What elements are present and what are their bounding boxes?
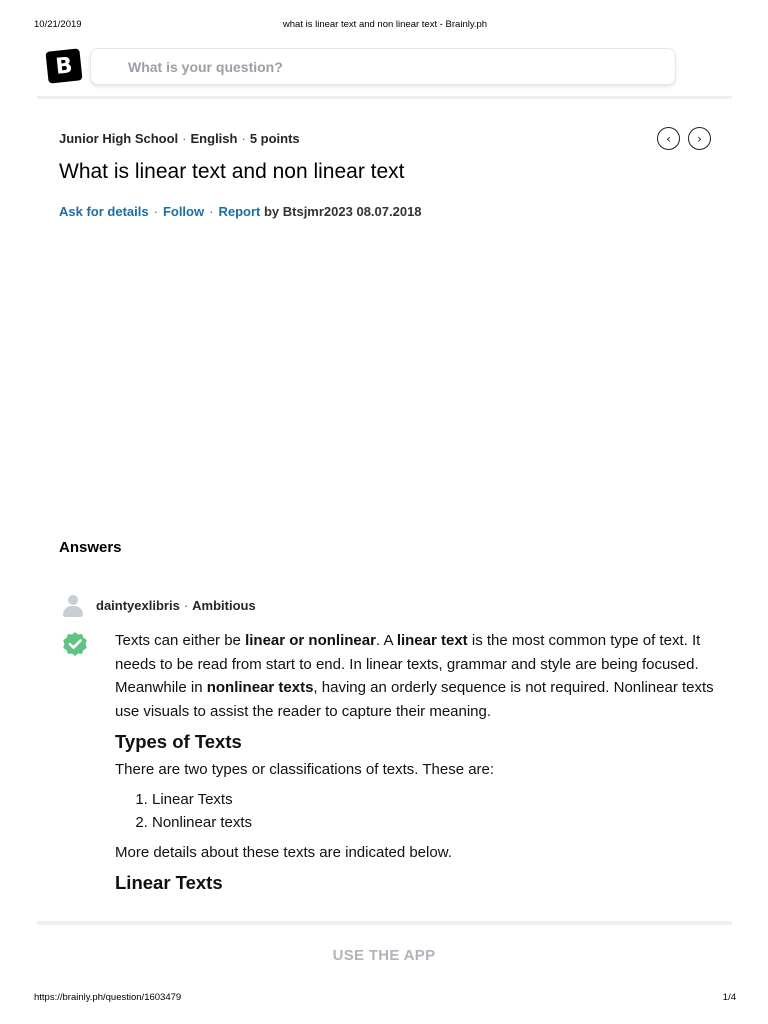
- print-footer: [34, 992, 736, 1004]
- answers-heading: Answers: [59, 539, 122, 556]
- question-points: 5 points: [249, 131, 300, 146]
- ask-for-details-link[interactable]: Ask for details: [59, 204, 149, 219]
- print-page-number: 1/4: [722, 992, 736, 1003]
- use-the-app-button[interactable]: USE THE APP: [332, 947, 436, 964]
- action-separator: ·: [153, 204, 158, 219]
- chevron-left-icon: ‹: [666, 131, 671, 146]
- types-of-texts-heading: Types of Texts: [115, 731, 242, 752]
- report-link[interactable]: Report: [218, 204, 261, 219]
- chevron-right-icon: ›: [697, 131, 702, 146]
- action-separator: ·: [209, 204, 214, 219]
- meta-separator: ·: [182, 131, 187, 146]
- answer-paragraph-2: There are two types or classifications of texts. These are:: [115, 761, 495, 778]
- asked-by: by Btsjmr2023 08.07.2018: [263, 204, 422, 219]
- header-divider: [37, 96, 732, 99]
- question-actions: [59, 204, 422, 219]
- brainly-logo[interactable]: [45, 48, 82, 83]
- author-rank: Ambitious: [192, 598, 256, 613]
- avatar[interactable]: [62, 593, 84, 619]
- question-meta: [59, 131, 300, 146]
- verified-badge-icon: [62, 631, 88, 657]
- types-list: [137, 788, 715, 835]
- meta-separator: ·: [241, 131, 246, 146]
- answer-author: [96, 598, 256, 613]
- linear-texts-heading: Linear Texts: [115, 872, 223, 893]
- author-separator: ·: [183, 598, 189, 613]
- logo-letter: B: [54, 52, 74, 80]
- question-level: Junior High School: [59, 131, 179, 146]
- print-url: https://brainly.ph/question/1603479: [34, 992, 182, 1003]
- list-item: 1. Linear Texts: [152, 788, 715, 812]
- print-date: 10/21/2019: [34, 19, 82, 30]
- search-bar[interactable]: [90, 48, 676, 85]
- answer-body: [115, 629, 715, 899]
- print-title: what is linear text and non linear text - Brainly.ph: [282, 19, 488, 30]
- print-header: [34, 19, 736, 31]
- author-name[interactable]: daintyexlibris: [96, 598, 180, 613]
- search-input[interactable]: [128, 57, 648, 77]
- prev-question-button[interactable]: [657, 127, 680, 150]
- question-subject: English: [190, 131, 238, 146]
- follow-link[interactable]: Follow: [162, 204, 205, 219]
- list-item: 2. Nonlinear texts: [152, 811, 715, 835]
- answer-paragraph-3: More details about these texts are indicated below.: [115, 843, 452, 861]
- answer-paragraph-1: Texts can either be linear or nonlinear. A linear text is the most common type of text. It needs to be read from start to end. In linear texts, grammar and style are being focused. Meanwhile in nonlinear texts, having an orderly sequence is not required. Nonlinear texts use visuals to assist the reader to capture their meaning.: [115, 632, 714, 720]
- question-title: What is linear text and non linear text: [59, 160, 405, 183]
- next-question-button[interactable]: [688, 127, 711, 150]
